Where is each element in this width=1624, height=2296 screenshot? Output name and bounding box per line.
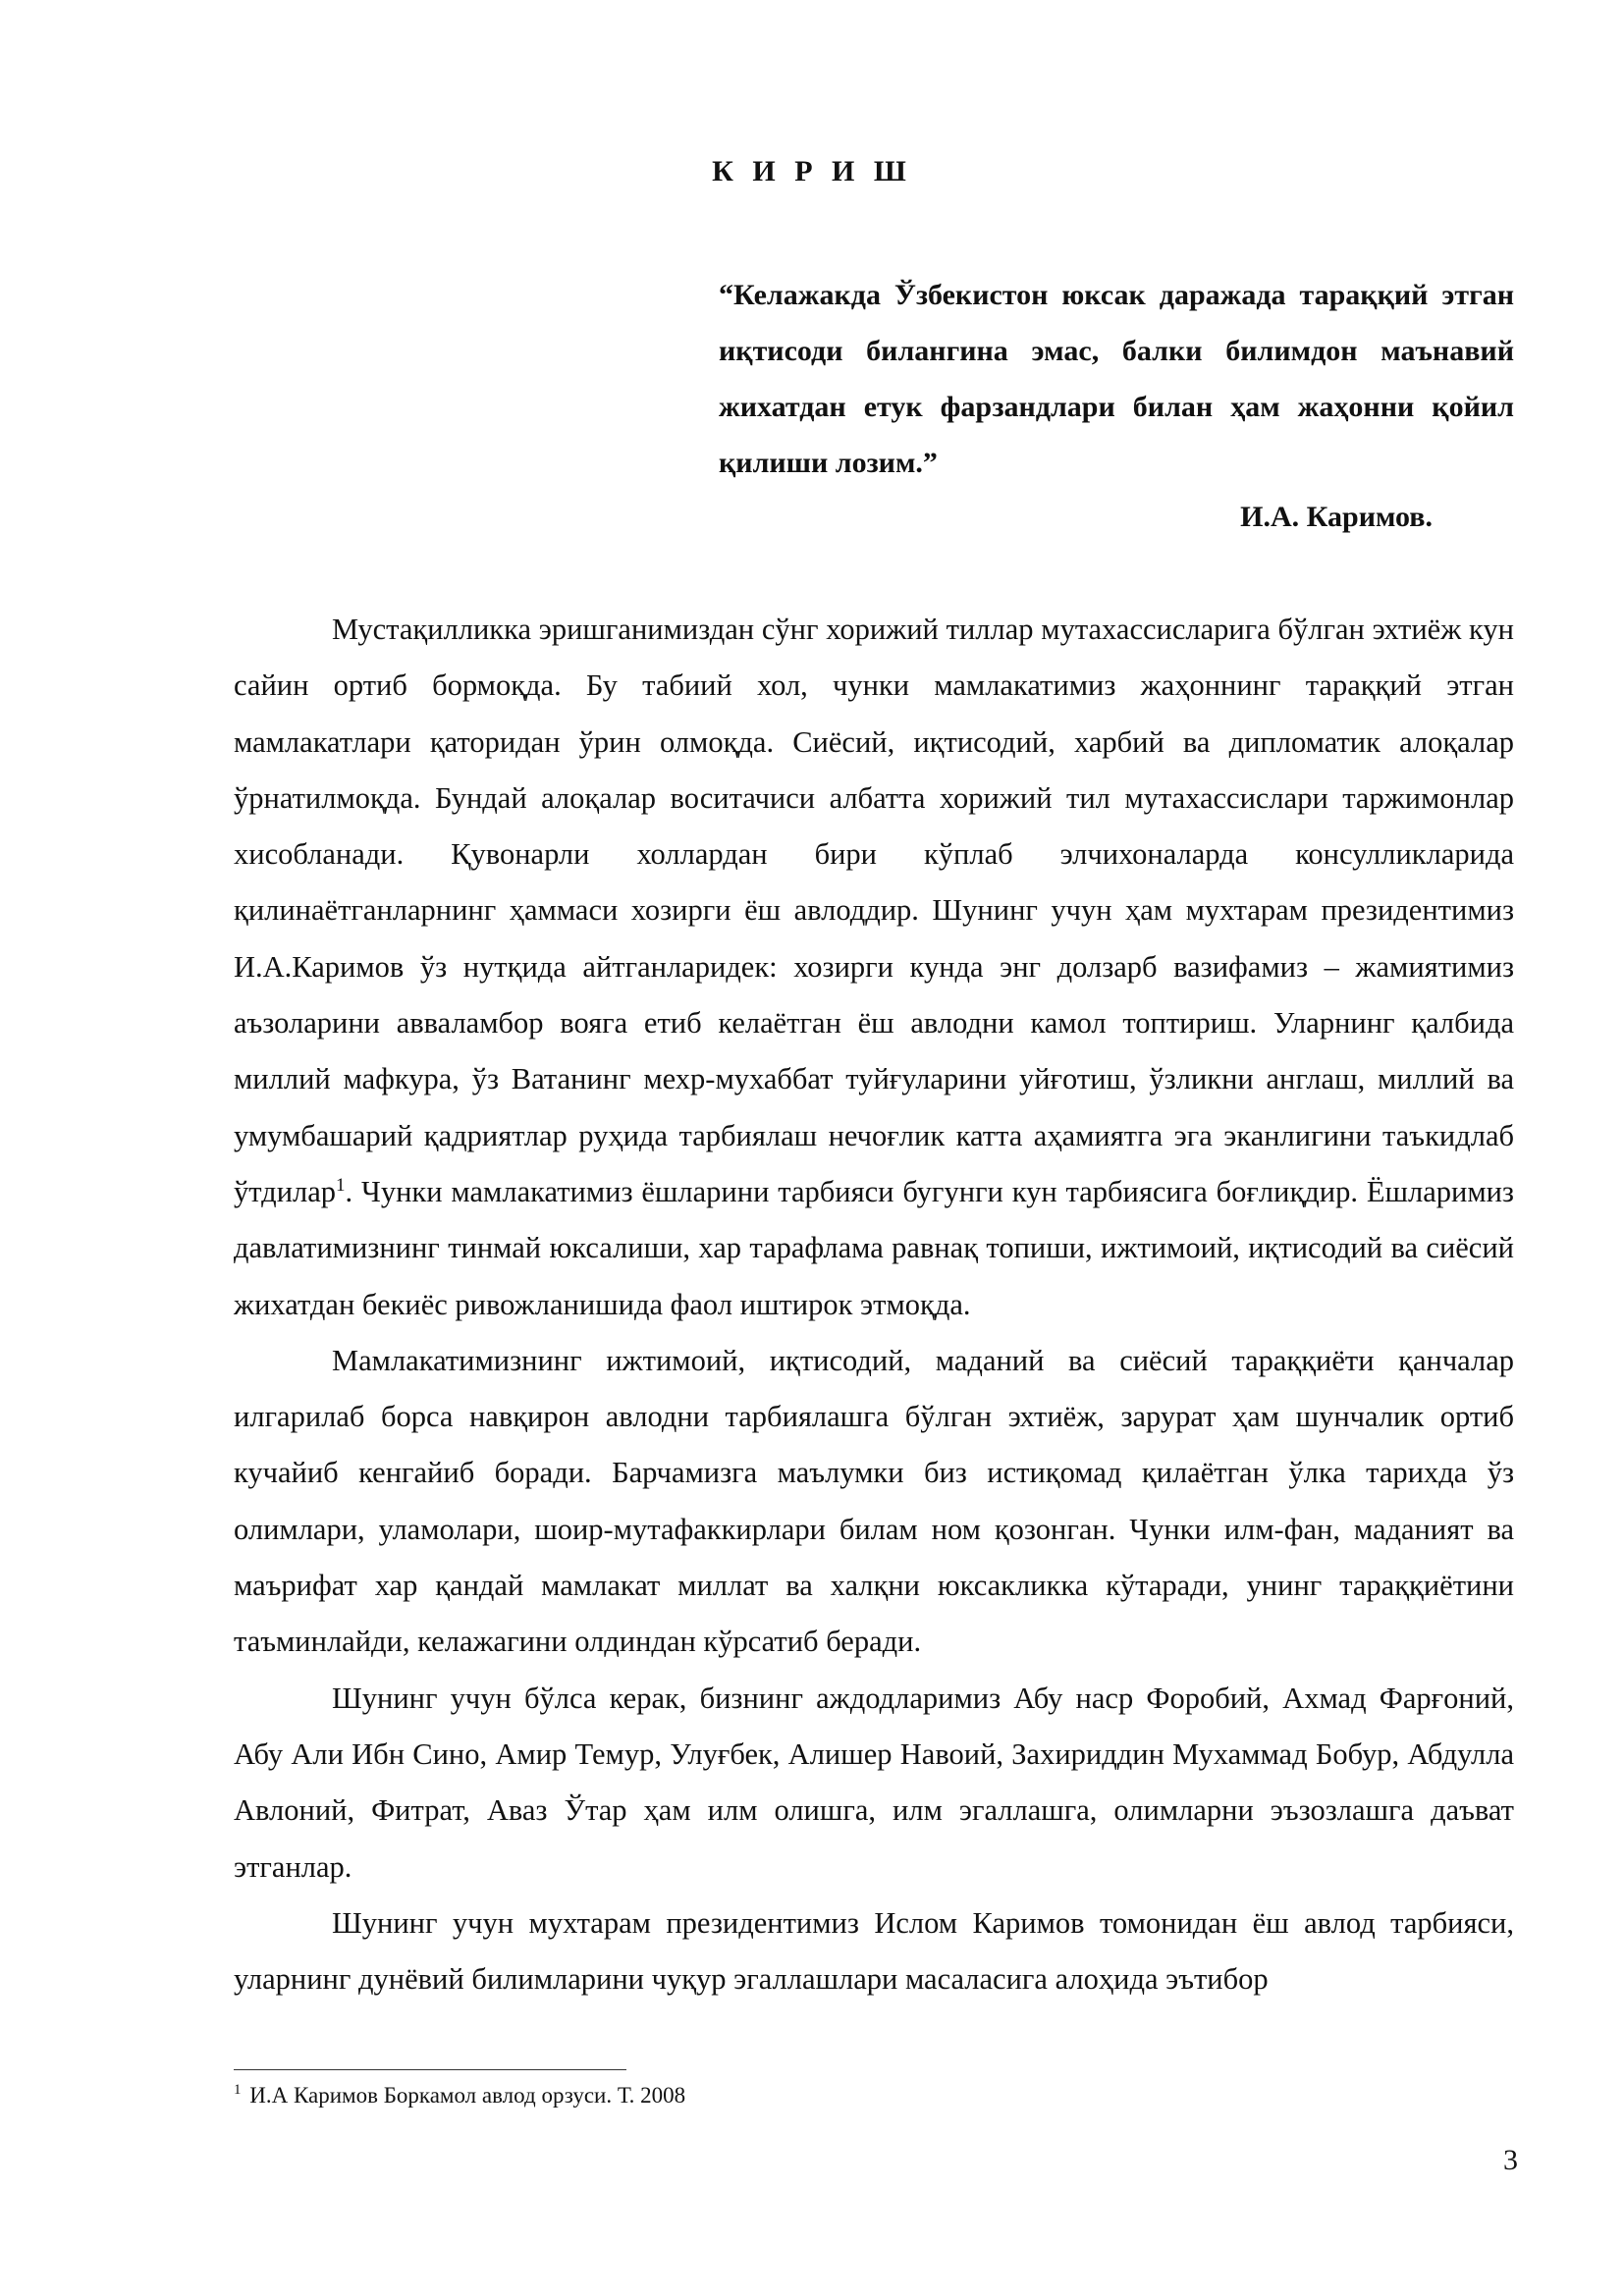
paragraph-1-text: Мустақилликка эришганимиздан сўнг хорижий тиллар мутахассисларига бўлган эхтиёж кун сайин ортиб бормоқда. Бу табиий хол, чунки мамлакатимиз жаҳоннинг тараққий этган мамлакатлари қаторидан ўрин олмоқда. Сиёсий, иқтисодий, харбий ва дипломатик алоқалар ўрнатилмоқда. Бундай алоқалар воситачиси албатта хорижий тил мутахассислари таржимонлар хисобланади. Қувонарли холлардан бири кўплаб элчихоналарда консулликларида қилинаётганларнинг ҳаммаси хозирги ёш авлоддир. Шунинг учун ҳам мухтарам президентимиз И.А.Каримов ўз нутқида айтганларидек: хозирги кунда энг долзарб вазифамиз – жамиятимиз аъзоларини авваламбор вояга етиб келаётган ёш авлодни камол топтириш. Уларнинг қалбида миллий мафкура, ўз Ватанинг мехр-мухаббат туйғуларини уйғотиш, ўзликни англаш, миллий ва умумбашарий қадриятлар руҳида тарбиялаш нечоғлик катта аҳамиятга эга эканлигини таъкидлаб ўтдилар [234,613,1514,1208]
footnote-number: 1 [234,2082,242,2099]
epigraph-quote: “Келажакда Ўзбекистон юксак даражада тараққий этган иқтисоди билангина эмас, балки билимдон маънавий жихатдан етук фарзандлари билан ҳам жаҳонни қойил қилиши лозим.” [719,279,1514,479]
body-text [234,602,1514,2007]
paragraph-1-continuation: . Чунки мамлакатимиз ёшларини тарбияси бугунги кун тарбиясига боғлиқдир. Ёшларимиз давлатимизнинг тинмай юксалиши, хар тарафлама равнақ топиши, ижтимоий, иқтисодий ва сиёсий жихатдан бекиёс ривожланишида фаол иштирок этмоқда. [234,1174,1514,1321]
footnote-reference[interactable]: 1 [336,1174,346,1196]
epigraph-author: И.А. Каримов. [1240,501,1433,533]
paragraph-3: Шунинг учун бўлса керак, бизнинг аждодларимиз Абу наср Форобий, Ахмад Фарғоний, Абу Али Ибн Сино, Амир Темур, Улуғбек, Алишер Навоий, Захириддин Мухаммад Бобур, Абдулла Авлоний, Фитрат, Аваз Ўтар ҳам илм олишга, илм эгаллашга, олимларни эъзозлашга даъват этганлар. [234,1681,1514,1884]
paragraph-1 [234,602,1514,1333]
footnote-separator [234,2069,626,2070]
paragraph-2: Мамлакатимизнинг ижтимоий, иқтисодий, маданий ва сиёсий тараққиёти қанчалар илгарилаб борса навқирон авлодни тарбиялашга бўлган эхтиёж, зарурат ҳам шунчалик ортиб кучайиб кенгайиб боради. Барчамизга маълумки биз истиқомад қилаётган ўлка тарихда ўз олимлари, уламолари, шоир-мутафаккирлари билам ном қозонган. Чунки илм-фан, маданият ва маърифат хар қандай мамлакат миллат ва халқни юксакликка кўтаради, унинг тараққиётини таъминлайди, келажагини олдиндан кўрсатиб беради. [234,1343,1514,1659]
footnote [234,2083,685,2109]
footnote-text: И.А Каримов Боркамол авлод орзуси. Т. 2008 [244,2083,686,2108]
page-number: 3 [1503,2144,1518,2176]
paragraph-4: Шунинг учун мухтарам президентимиз Ислом Каримов томонидан ёш авлод тарбияси, уларнинг дунёвий билимларини чуқур эгаллашлари масаласига алоҳида эътибор [234,1905,1514,1997]
section-heading: К И Р И Ш [712,155,912,187]
